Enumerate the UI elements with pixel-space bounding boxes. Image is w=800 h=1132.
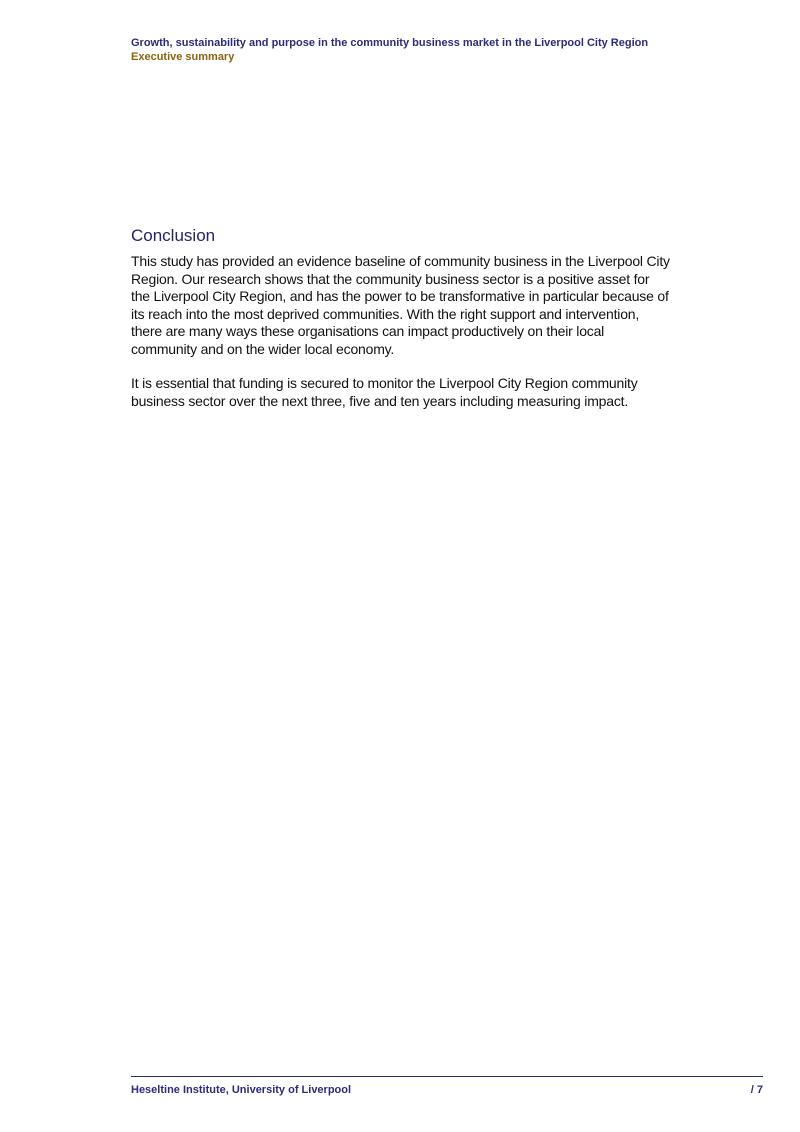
main-content bbox=[131, 225, 671, 427]
document-title: Growth, sustainability and purpose in the community business market in the Liverpool City Region bbox=[131, 37, 649, 49]
running-header bbox=[131, 36, 648, 64]
section-label: Executive summary bbox=[131, 51, 235, 63]
page-number: / 7 bbox=[750, 1084, 763, 1096]
section-heading: Conclusion bbox=[131, 226, 216, 245]
paragraph-2: It is essential that funding is secured to monitor the Liverpool City Region community business sector over the next three, five and ten years including measuring impact. bbox=[131, 375, 638, 409]
footer-institution: Heseltine Institute, University of Liverpool bbox=[131, 1084, 352, 1096]
paragraph-1: This study has provided an evidence baseline of community business in the Liverpool City Region. Our research shows that the community business sector is a positive asset for the Liverpool City Region, and has the power to be transformative in particular because of its reach into the most deprived communities. With the right support and intervention, there are many ways these organisations can impact productively on their local community and on the wider local economy. bbox=[131, 253, 670, 357]
footer-divider bbox=[131, 1076, 763, 1077]
